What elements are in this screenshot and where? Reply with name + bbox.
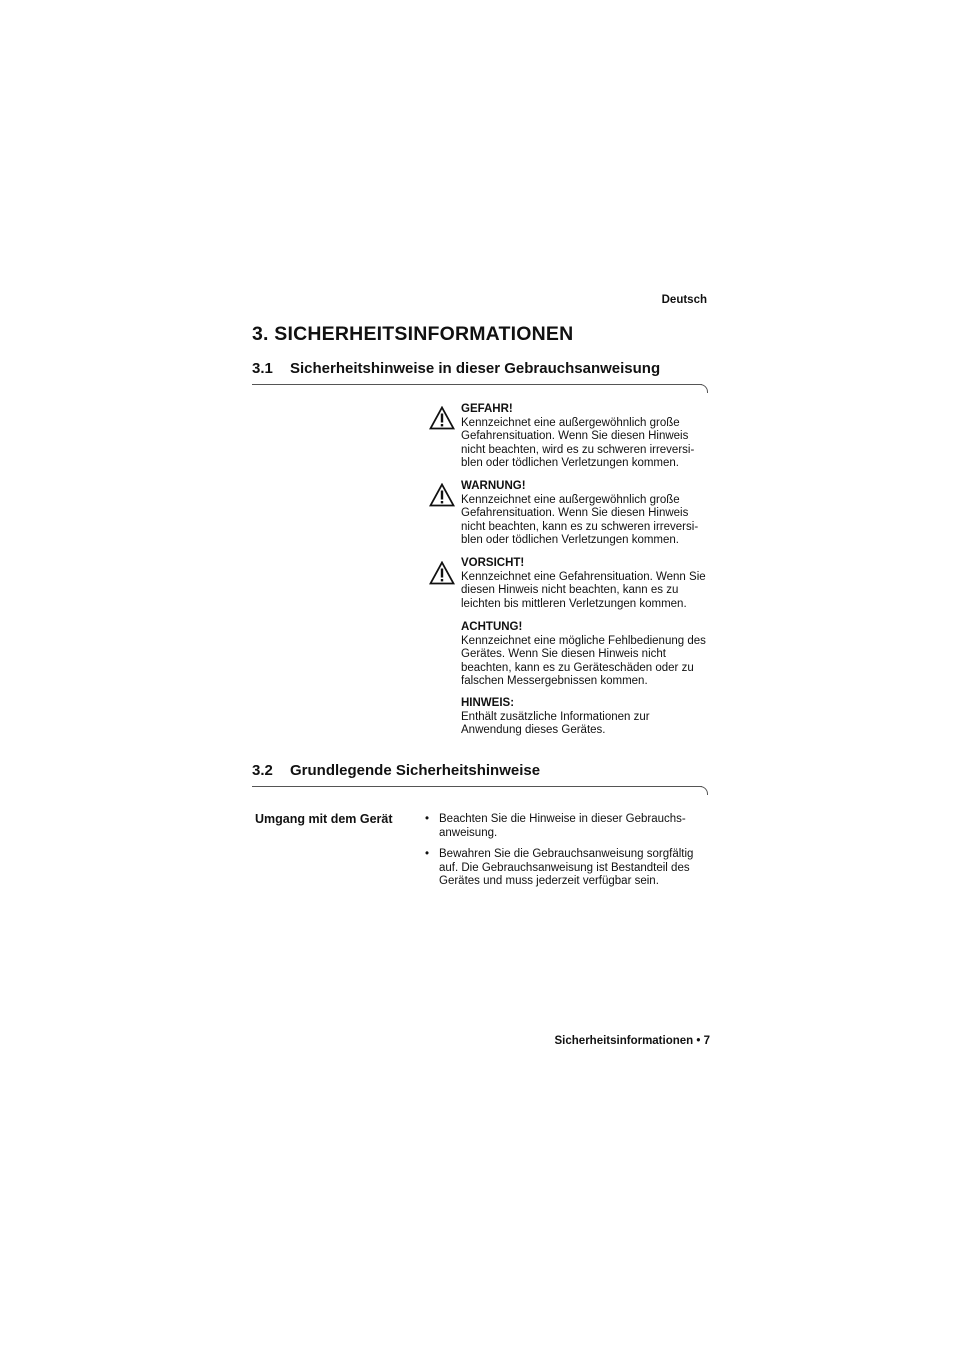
notice-line: Enthält zusätzliche Informationen zur: [461, 710, 650, 723]
bullet-line: auf. Die Gebrauchsanweisung ist Bestandteil des: [439, 861, 690, 874]
notice-line: Gefahrensituation. Wenn Sie diesen Hinweis: [461, 430, 689, 443]
notice-line: Kennzeichnet eine außergewöhnlich große: [461, 416, 680, 429]
notice-line: nicht beachten, wird es zu schweren irreversi-: [461, 443, 695, 456]
notice-label: GEFAHR!: [461, 403, 513, 415]
list-item: [425, 848, 715, 889]
notice-gefahr: [461, 403, 713, 471]
notice-line: Gefahrensituation. Wenn Sie diesen Hinweis: [461, 507, 689, 520]
section-number: 3.1: [252, 360, 273, 377]
section-number: 3.2: [252, 762, 273, 779]
notice-line: blen oder tödlichen Verletzungen kommen.: [461, 534, 680, 547]
warning-triangle-icon: [429, 406, 455, 430]
notice-line: diesen Hinweis nicht beachten, kann es zu: [461, 584, 679, 597]
notice-achtung: [461, 621, 713, 689]
notice-label: HINWEIS:: [461, 697, 515, 709]
notice-line: Gerätes. Wenn Sie diesen Hinweis nicht: [461, 648, 666, 661]
bullet-mark: •: [425, 813, 430, 825]
notice-line: leichten bis mittleren Verletzungen kommen.: [461, 597, 687, 610]
language-label: Deutsch: [661, 294, 707, 306]
notice-label: VORSICHT!: [461, 557, 525, 569]
section-heading-3-2: [252, 762, 540, 779]
notice-line: Kennzeichnet eine mögliche Fehlbedienung des: [461, 634, 706, 647]
list-item: [425, 813, 715, 840]
bullet-line: Beachten Sie die Hinweise in dieser Gebrauchs-: [439, 813, 686, 825]
section-rule-corner: [699, 786, 708, 795]
warning-triangle-icon: [429, 561, 455, 585]
section-heading-3-1: [252, 360, 660, 377]
bullet-line: anweisung.: [439, 826, 498, 839]
notice-vorsicht: [461, 557, 713, 611]
notice-warnung: [461, 480, 713, 548]
section-rule-corner: [699, 384, 708, 393]
section-rule: [252, 384, 702, 385]
section-title: Sicherheitshinweise in dieser Gebrauchsanweisung: [290, 360, 661, 377]
side-label: Umgang mit dem Gerät: [255, 812, 393, 826]
notice-label: WARNUNG!: [461, 480, 526, 492]
notice-label: ACHTUNG!: [461, 621, 523, 633]
section-title: Grundlegende Sicherheitshinweise: [290, 762, 541, 779]
page-footer: Sicherheitsinformationen • 7: [554, 1035, 710, 1047]
notice-hinweis: [461, 697, 713, 738]
notice-line: Kennzeichnet eine außergewöhnlich große: [461, 493, 680, 506]
notice-line: Anwendung dieses Gerätes.: [461, 724, 606, 737]
bullet-line: Bewahren Sie die Gebrauchsanweisung sorgfältig: [439, 848, 694, 860]
notice-line: falschen Messergebnissen kommen.: [461, 675, 648, 688]
section-rule: [252, 786, 702, 787]
notice-line: nicht beachten, kann es zu schweren irreversi-: [461, 520, 699, 533]
bullet-line: Gerätes und muss jederzeit verfügbar sein.: [439, 875, 659, 888]
warning-triangle-icon: [429, 483, 455, 507]
bullet-mark: •: [425, 848, 430, 860]
chapter-title: 3. SICHERHEITSINFORMATIONEN: [252, 323, 574, 345]
notice-line: Kennzeichnet eine Gefahrensituation. Wenn Sie: [461, 570, 706, 583]
notice-line: blen oder tödlichen Verletzungen kommen.: [461, 457, 680, 470]
notice-line: beachten, kann es zu Geräteschäden oder zu: [461, 661, 694, 674]
